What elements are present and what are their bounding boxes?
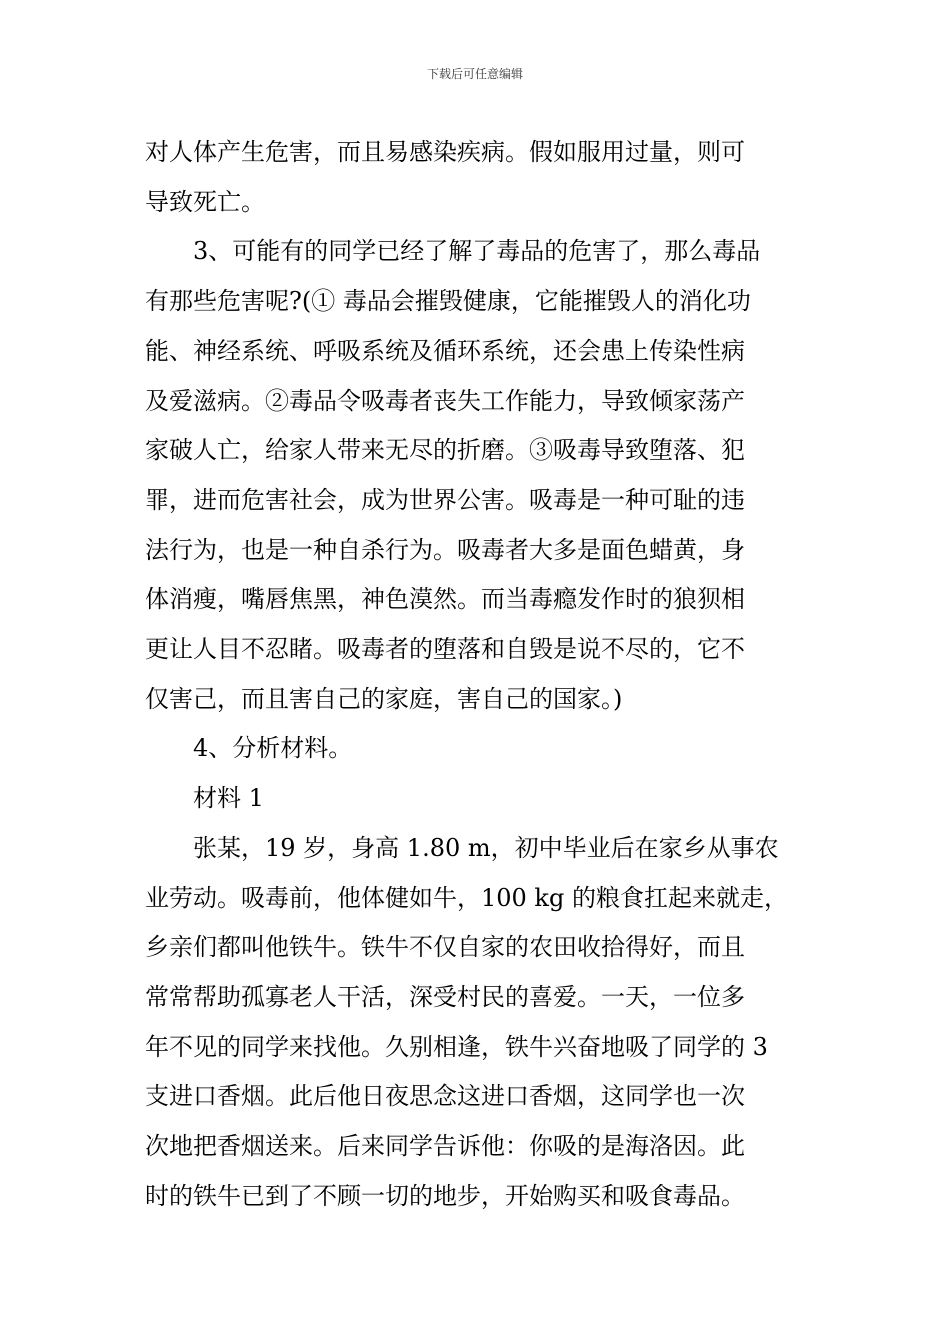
text-line: 材料 1 [193, 784, 264, 813]
document-body [145, 128, 835, 1221]
text-line: 体消瘦，嘴唇焦黑，神色漠然。而当毒瘾发作时的狼狈相 [145, 585, 745, 614]
text-line: 常常帮助孤寡老人干活，深受村民的喜爱。一天，一位多 [145, 982, 745, 1011]
text-line: 对人体产生危害，而且易感染疾病。假如服用过量，则可 [145, 138, 745, 166]
text-line: 仅害己，而且害自己的家庭，害自己的国家。) [145, 684, 623, 713]
paragraph-material-story [145, 824, 835, 1222]
material-heading [145, 774, 835, 824]
text-line: 张某，19 岁，身高 1.80 m，初中毕业后在家乡从事农 [193, 833, 779, 862]
text-line: 次地把香烟送来。后来同学告诉他：你吸的是海洛因。此 [145, 1132, 745, 1161]
text-line: 业劳动。吸毒前，他体健如牛，100 kg 的粮食扛起来就走， [145, 883, 788, 912]
text-line: 家破人亡，给家人带来无尽的折磨。③吸毒导致堕落、犯 [145, 436, 745, 465]
text-line: 时的铁牛已到了不顾一切的地步，开始购买和吸食毒品。 [145, 1181, 745, 1210]
text-line: 乡亲们都叫他铁牛。铁牛不仅自家的农田收拾得好，而且 [145, 933, 745, 962]
page-header: 下载后可任意编辑 [426, 67, 523, 81]
text-line: 法行为，也是一种自杀行为。吸毒者大多是面色蜡黄，身 [145, 535, 745, 564]
text-line: 及爱滋病。②毒品令吸毒者丧失工作能力，导致倾家荡产 [145, 386, 745, 415]
paragraph-analyze-material [145, 724, 835, 774]
text-line: 导致死亡。 [145, 187, 265, 216]
text-line: 支进口香烟。此后他日夜思念这进口香烟，这同学也一次 [145, 1082, 745, 1111]
text-line: 3、可能有的同学已经了解了毒品的危害了，那么毒品 [193, 237, 761, 266]
paragraph-continuation [145, 128, 835, 227]
paragraph-harms-of-drugs [145, 227, 835, 724]
text-line: 年不见的同学来找他。久别相逢，铁牛兴奋地吸了同学的 3 [145, 1032, 768, 1061]
text-line: 有那些危害呢?(① 毒品会摧毁健康，它能摧毁人的消化功 [145, 287, 751, 316]
text-line: 4、分析材料。 [193, 734, 353, 763]
text-line: 更让人目不忍睹。吸毒者的堕落和自毁是说不尽的，它不 [145, 635, 745, 664]
text-line: 罪，进而危害社会，成为世界公害。吸毒是一种可耻的违 [145, 485, 745, 514]
text-line: 能、神经系统、呼吸系统及循环系统，还会患上传染性病 [145, 336, 745, 365]
